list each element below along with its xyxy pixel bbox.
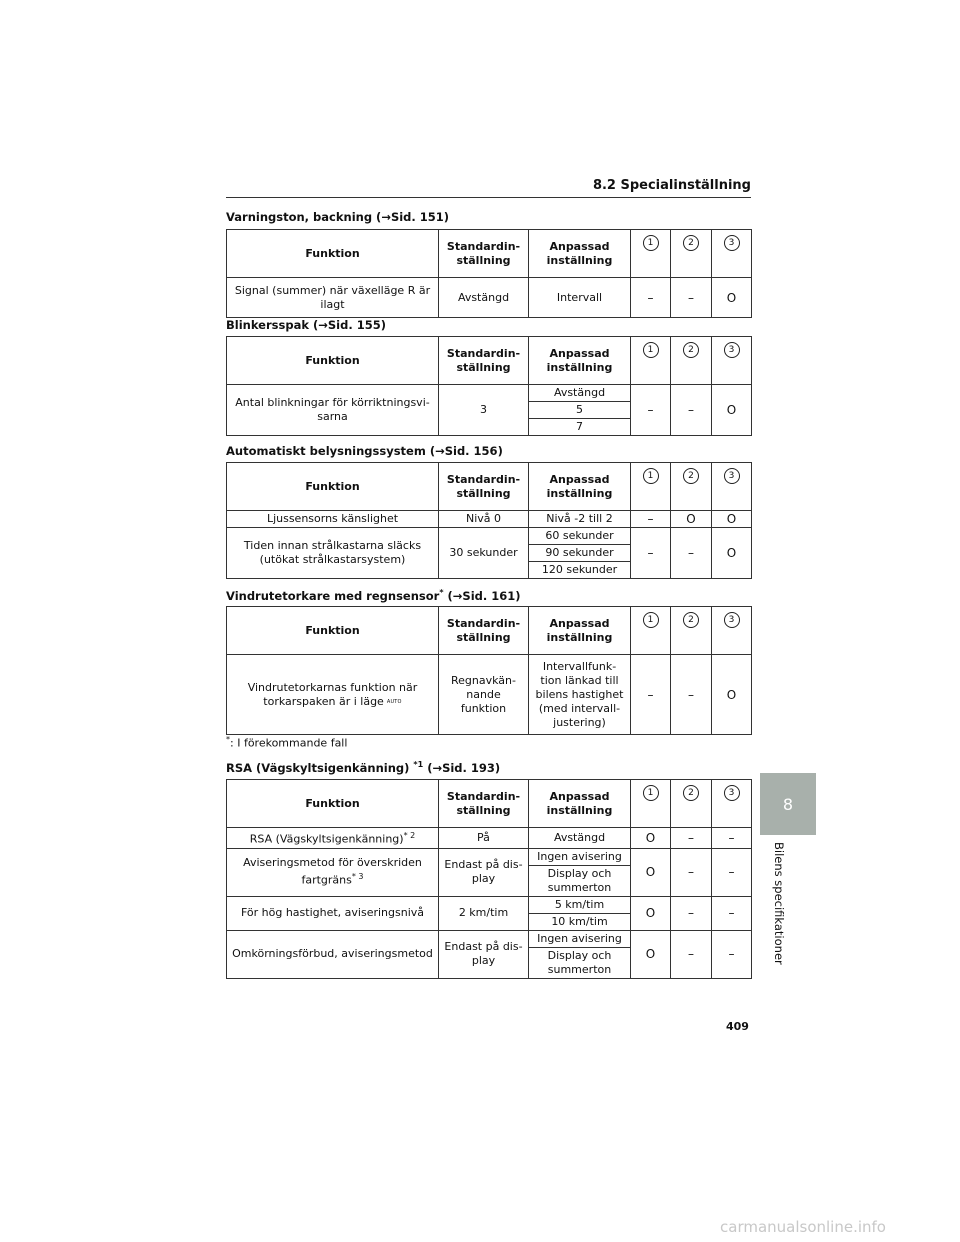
cell-standard: Endast på dis- play [439,848,529,896]
circle-1-icon: 1 [643,612,659,628]
circle-1-icon: 1 [643,342,659,358]
cell-mark-2: – [671,528,712,579]
circle-3-icon: 3 [724,468,740,484]
table-wiper [226,606,752,735]
cell-mark-3: – [712,930,752,978]
cell-standard: 2 km/tim [439,896,529,930]
cell-funktion: För hög hastighet, aviseringsnivå [227,896,439,930]
chapter-tab: 8 [760,773,816,835]
cell-anpassad: Display och summerton [529,865,631,896]
table-blinker [226,336,752,436]
table-row [227,828,752,849]
col-standard: Standardin- ställning [439,337,529,385]
circle-1-icon: 1 [643,468,659,484]
cell-mark-3: – [712,848,752,896]
cell-anpassad: Intervallfunk- tion länkad till bilens hastighet (med intervall- justering) [529,655,631,735]
cell-mark-1: – [631,528,671,579]
col-funktion: Funktion [227,230,439,278]
cell-mark-1: O [631,930,671,978]
section-title-text: Vindrutetorkare med regnsensor [226,588,440,603]
cell-funktion-text: RSA (Vägskyltsigenkänning) [249,832,404,846]
cell-sup: * 3 [351,872,364,882]
cell-mark-2: – [671,896,712,930]
section-title-lighting: Automatiskt belysningssystem (→Sid. 156) [226,444,503,458]
table-backing [226,229,752,318]
col-standard: Standardin- ställning [439,230,529,278]
table-row [227,278,752,318]
cell-anpassad: Nivå -2 till 2 [529,511,631,528]
circle-2-icon: 2 [683,342,699,358]
cell-anpassad: 5 km/tim [529,896,631,913]
cell-mark-2: – [671,278,712,318]
watermark: carmanualsonline.info [720,1218,886,1236]
col-standard: Standardin- ställning [439,463,529,511]
circle-2-icon: 2 [683,468,699,484]
cell-mark-2: – [671,655,712,735]
circle-2-icon: 2 [683,612,699,628]
col-funktion: Funktion [227,337,439,385]
col-funktion: Funktion [227,607,439,655]
cell-anpassad: Intervall [529,278,631,318]
cell-mark-3: O [712,528,752,579]
cell-funktion-text: Vindrutetorkarnas funktion när torkarspaken är i läge [247,680,418,708]
circle-3-icon: 3 [724,342,740,358]
cell-mark-1: – [631,511,671,528]
cell-anpassad: 7 [529,419,631,436]
col-anpassad: Anpassad inställning [529,607,631,655]
cell-mark-1: O [631,848,671,896]
cell-mark-1: O [631,896,671,930]
cell-mark-2: O [671,511,712,528]
circle-3-icon: 3 [724,612,740,628]
cell-standard: Regnavkän- nande funktion [439,655,529,735]
cell-funktion: Signal (summer) när växelläge R är ilagt [227,278,439,318]
col-anpassad: Anpassad inställning [529,780,631,828]
cell-funktion: Ljussensorns känslighet [227,511,439,528]
chapter-label: Bilens specifikationer [772,842,786,965]
cell-anpassad: Avstängd [529,385,631,402]
title-sup: *1 [413,760,424,769]
footnote-text: : I förekommande fall [230,736,348,750]
cell-mark-3: O [712,278,752,318]
section-title-backing: Varningston, backning (→Sid. 151) [226,210,450,224]
cell-anpassad: Avstängd [529,828,631,849]
section-title-ref: (→Sid. 193) [427,760,501,775]
cell-funktion: Tiden innan strålkastarna släcks (utökat strålkastarsystem) [227,528,439,579]
cell-anpassad: Ingen avisering [529,930,631,947]
cell-funktion [227,848,439,896]
cell-anpassad: Ingen avisering [529,848,631,865]
cell-mark-1: – [631,655,671,735]
cell-mark-3: – [712,896,752,930]
cell-standard: 3 [439,385,529,436]
col-standard: Standardin- ställning [439,607,529,655]
table-row [227,896,752,913]
cell-standard: Avstängd [439,278,529,318]
cell-mark-3: O [712,655,752,735]
table-rsa [226,779,752,979]
cell-mark-1: O [631,828,671,849]
cell-anpassad: 60 sekunder [529,528,631,545]
cell-standard: Nivå 0 [439,511,529,528]
table-row [227,848,752,865]
cell-anpassad: Display och summerton [529,947,631,978]
section-header: 8.2 Specialinställning [226,178,751,198]
table-row [227,655,752,735]
cell-funktion [227,655,439,735]
cell-mark-3: O [712,385,752,436]
cell-mark-2: – [671,930,712,978]
circle-3-icon: 3 [724,235,740,251]
table-row [227,385,752,402]
section-title-ref: (→Sid. 161) [447,588,521,603]
circle-2-icon: 2 [683,235,699,251]
title-sup: * [439,588,444,597]
col-funktion: Funktion [227,780,439,828]
cell-mark-1: – [631,385,671,436]
cell-mark-2: – [671,848,712,896]
cell-funktion: Omkörningsförbud, aviseringsmetod [227,930,439,978]
cell-mark-3: – [712,828,752,849]
footnote-mark: * [226,735,230,744]
col-anpassad: Anpassad inställning [529,230,631,278]
cell-mark-2: – [671,828,712,849]
cell-mark-1: – [631,278,671,318]
auto-icon: AUTO [386,698,402,705]
col-funktion: Funktion [227,463,439,511]
cell-anpassad: 90 sekunder [529,545,631,562]
cell-funktion: Antal blinkningar för körriktningsvi- sarna [227,385,439,436]
table-row [227,528,752,545]
circle-3-icon: 3 [724,785,740,801]
cell-anpassad: 5 [529,402,631,419]
circle-1-icon: 1 [643,235,659,251]
cell-anpassad: 120 sekunder [529,562,631,579]
section-title-text: RSA (Vägskyltsigenkänning) [226,760,410,775]
cell-funktion-text: Aviseringsmetod för överskriden fartgräns [243,856,422,887]
col-standard: Standardin- ställning [439,780,529,828]
cell-standard: På [439,828,529,849]
cell-mark-2: – [671,385,712,436]
table-lighting [226,462,752,579]
page-number: 409 [726,1020,749,1033]
circle-1-icon: 1 [643,785,659,801]
col-anpassad: Anpassad inställning [529,463,631,511]
section-title-blinker: Blinkersspak (→Sid. 155) [226,318,386,332]
cell-mark-3: O [712,511,752,528]
circle-2-icon: 2 [683,785,699,801]
section-title-wiper [226,588,521,603]
section-title-rsa [226,760,500,775]
footnote [226,735,347,750]
cell-anpassad: 10 km/tim [529,913,631,930]
table-row [227,930,752,947]
cell-standard: 30 sekunder [439,528,529,579]
cell-sup: * 2 [403,831,416,840]
cell-funktion [227,828,439,849]
cell-standard: Endast på dis- play [439,930,529,978]
table-row [227,511,752,528]
col-anpassad: Anpassad inställning [529,337,631,385]
